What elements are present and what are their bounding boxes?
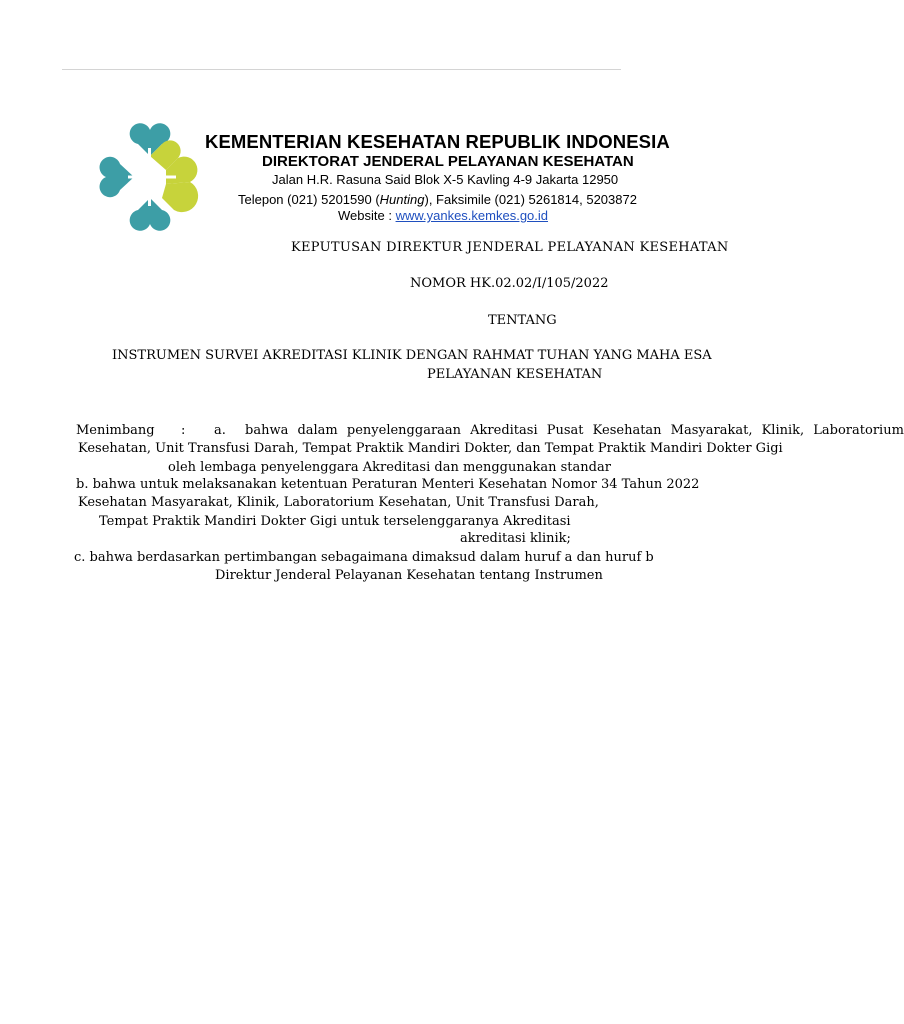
point-a-marker: a. [214, 423, 226, 438]
point-a-line-3: oleh lembaga penyelenggara Akreditasi dan menggunakan standar [168, 460, 611, 475]
top-divider [62, 69, 621, 70]
decree-heading: KEPUTUSAN DIREKTUR JENDERAL PELAYANAN KESEHATAN [291, 240, 729, 255]
kemenkes-logo-icon [100, 126, 196, 228]
point-b-line-4: akreditasi klinik; [460, 531, 571, 546]
point-b-line-2: Kesehatan Masyarakat, Klinik, Laboratorium Kesehatan, Unit Transfusi Darah, [78, 495, 599, 510]
considering-label: Menimbang [76, 423, 155, 438]
point-a-line-1: bahwa dalam penyelenggaraan Akreditasi Pusat Kesehatan Masyarakat, Klinik, Laboratorium [245, 423, 904, 438]
subject-line-2: PELAYANAN KESEHATAN [427, 367, 603, 382]
directorate-title: DIREKTORAT JENDERAL PELAYANAN KESEHATAN [262, 153, 634, 170]
point-b-line-3: Tempat Praktik Mandiri Dokter Gigi untuk terselenggaranya Akreditasi [99, 514, 571, 529]
phone-line [238, 192, 637, 207]
phone-suffix: ), Faksimile (021) 5261814, 5203872 [424, 192, 637, 207]
address-line: Jalan H.R. Rasuna Said Blok X-5 Kavling 4-9 Jakarta 12950 [272, 172, 619, 187]
website-link[interactable]: www.yankes.kemkes.go.id [395, 208, 549, 223]
phone-prefix: Telepon (021) 5201590 ( [238, 192, 380, 207]
ministry-title: KEMENTERIAN KESEHATAN REPUBLIK INDONESIA [205, 131, 670, 152]
about-label: TENTANG [488, 313, 557, 328]
website-line [338, 208, 548, 223]
considering-separator: : [181, 423, 186, 438]
point-a-line-2: Kesehatan, Unit Transfusi Darah, Tempat Praktik Mandiri Dokter, dan Tempat Praktik Mandiri Dokter Gigi [78, 441, 783, 456]
website-label: Website : [338, 208, 396, 223]
phone-hunting: Hunting [379, 192, 425, 207]
subject-line-1: INSTRUMEN SURVEI AKREDITASI KLINIK DENGAN RAHMAT TUHAN YANG MAHA ESA [112, 348, 712, 363]
point-b-line-1: b. bahwa untuk melaksanakan ketentuan Peraturan Menteri Kesehatan Nomor 34 Tahun 2022 [76, 477, 700, 492]
decree-number: NOMOR HK.02.02/I/105/2022 [410, 276, 609, 291]
point-c-line-1: c. bahwa berdasarkan pertimbangan sebagaimana dimaksud dalam huruf a dan huruf b [74, 550, 654, 565]
point-c-line-2: Direktur Jenderal Pelayanan Kesehatan tentang Instrumen [215, 568, 603, 583]
